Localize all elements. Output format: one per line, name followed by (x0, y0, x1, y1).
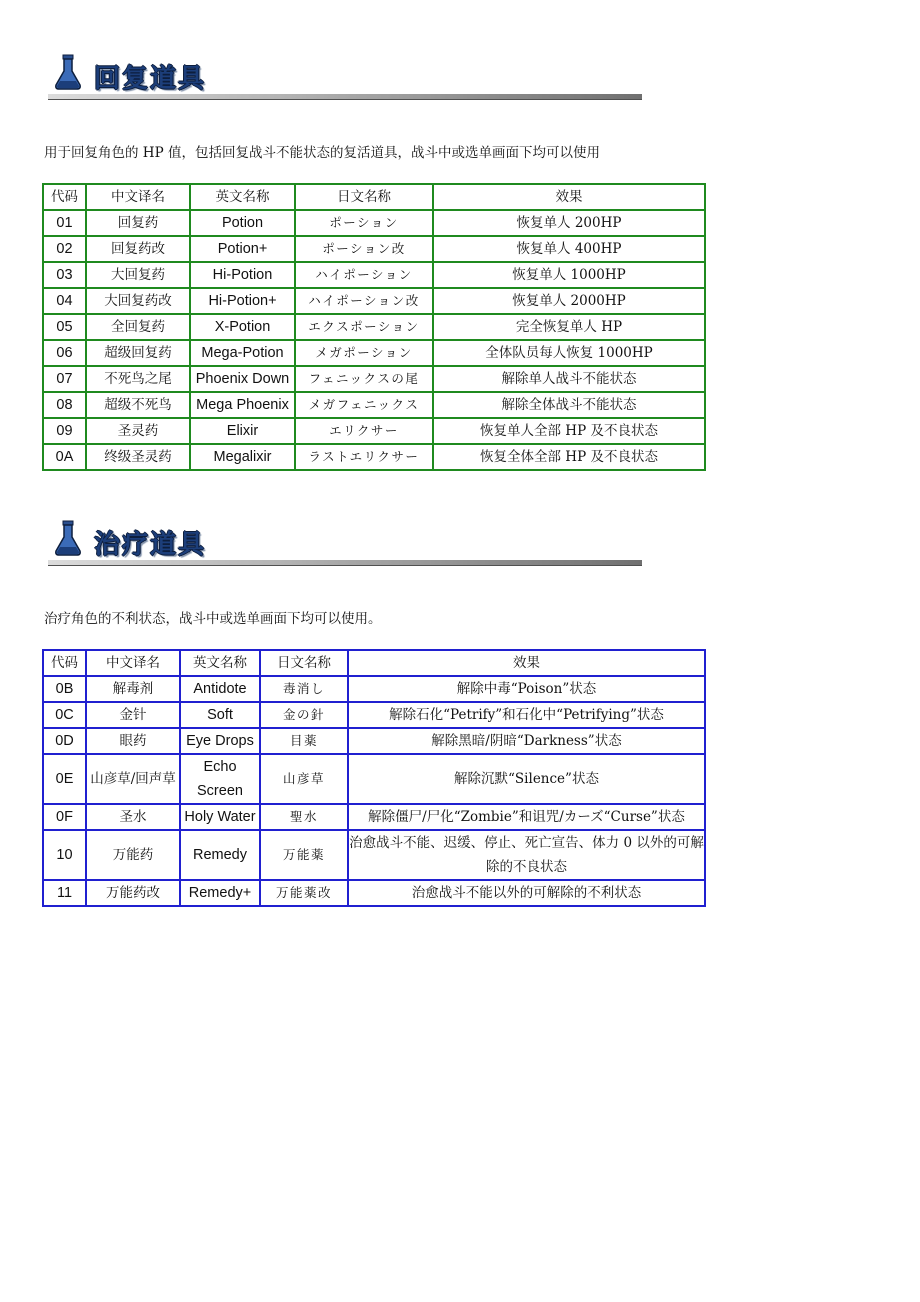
cell-chinese-name: 万能药 (86, 830, 180, 880)
cell-chinese-name: 超级回复药 (86, 340, 190, 366)
cell-japanese-name: メガポーション (295, 340, 433, 366)
cell-japanese-name: 目薬 (260, 728, 348, 754)
cell-english-name: Soft (180, 702, 260, 728)
cell-japanese-name: メガフェニックス (295, 392, 433, 418)
section-header-cure (48, 520, 642, 568)
cell-english-name: Elixir (190, 418, 295, 444)
cell-english-name: Phoenix Down (190, 366, 295, 392)
cell-effect: 解除全体战斗不能状态 (433, 392, 705, 418)
cell-effect: 解除僵尸/尸化“Zombie”和诅咒/カーズ“Curse”状态 (348, 804, 705, 830)
cell-chinese-name: 不死鸟之尾 (86, 366, 190, 392)
cell-effect: 恢复单人 200HP (433, 210, 705, 236)
table-row (43, 418, 705, 444)
table-row (43, 262, 705, 288)
cell-english-name: Echo Screen (180, 754, 260, 804)
cell-effect: 恢复全体全部 HP 及不良状态 (433, 444, 705, 470)
column-header-effect: 效果 (433, 184, 705, 210)
cell-chinese-name: 解毒剂 (86, 676, 180, 702)
cell-chinese-name: 回复药 (86, 210, 190, 236)
cell-english-name: Potion (190, 210, 295, 236)
cell-effect: 恢复单人全部 HP 及不良状态 (433, 418, 705, 444)
cell-code: 09 (43, 418, 86, 444)
cell-effect: 解除沉默“Silence”状态 (348, 754, 705, 804)
section-title: 治疗道具 (94, 530, 207, 560)
column-header-english-name: 英文名称 (180, 650, 260, 676)
cell-effect: 恢复单人 2000HP (433, 288, 705, 314)
cell-code: 0A (43, 444, 86, 470)
cell-code: 0F (43, 804, 86, 830)
table-row (43, 444, 705, 470)
section-title: 回复道具 (94, 64, 207, 94)
section-description: 用于回复角色的 HP 值，包括回复战斗不能状态的复活道具，战斗中或选单画面下均可以使用 (44, 145, 600, 161)
cell-chinese-name: 万能药改 (86, 880, 180, 906)
cell-chinese-name: 回复药改 (86, 236, 190, 262)
title-underline (48, 560, 642, 566)
cell-english-name: Megalixir (190, 444, 295, 470)
column-header-chinese-name: 中文译名 (86, 650, 180, 676)
table-row (43, 314, 705, 340)
cell-code: 10 (43, 830, 86, 880)
table-row (43, 830, 705, 880)
table-row (43, 676, 705, 702)
cell-english-name: Mega Phoenix (190, 392, 295, 418)
column-header-code: 代码 (43, 650, 86, 676)
cell-chinese-name: 山彦草/回声草 (86, 754, 180, 804)
cell-effect: 解除单人战斗不能状态 (433, 366, 705, 392)
cell-japanese-name: 金の針 (260, 702, 348, 728)
cell-japanese-name: 万能薬 (260, 830, 348, 880)
cell-english-name: Mega-Potion (190, 340, 295, 366)
cell-english-name: Hi-Potion (190, 262, 295, 288)
recovery-items-table (42, 183, 706, 471)
column-header-code: 代码 (43, 184, 86, 210)
cell-effect: 恢复单人 1000HP (433, 262, 705, 288)
cell-chinese-name: 圣水 (86, 804, 180, 830)
cell-effect: 完全恢复单人 HP (433, 314, 705, 340)
column-header-effect: 效果 (348, 650, 705, 676)
cell-chinese-name: 全回复药 (86, 314, 190, 340)
cell-code: 0D (43, 728, 86, 754)
cell-english-name: Eye Drops (180, 728, 260, 754)
cell-code: 0E (43, 754, 86, 804)
cell-code: 11 (43, 880, 86, 906)
cell-effect: 治愈战斗不能、迟缓、停止、死亡宣告、体力 0 以外的可解除的不良状态 (348, 830, 705, 880)
cell-japanese-name: 山彦草 (260, 754, 348, 804)
table-row (43, 702, 705, 728)
cell-japanese-name: エリクサー (295, 418, 433, 444)
cell-code: 02 (43, 236, 86, 262)
cell-chinese-name: 超级不死鸟 (86, 392, 190, 418)
cell-effect: 解除石化“Petrify”和石化中“Petrifying”状态 (348, 702, 705, 728)
cell-english-name: Holy Water (180, 804, 260, 830)
cell-japanese-name: フェニックスの尾 (295, 366, 433, 392)
section-header-recovery (48, 54, 642, 102)
table-row (43, 804, 705, 830)
cell-english-name: Remedy+ (180, 880, 260, 906)
cell-chinese-name: 眼药 (86, 728, 180, 754)
cell-chinese-name: 金针 (86, 702, 180, 728)
flask-icon (54, 54, 82, 90)
cell-code: 0C (43, 702, 86, 728)
cell-chinese-name: 大回复药改 (86, 288, 190, 314)
flask-icon (54, 520, 82, 556)
table-row (43, 880, 705, 906)
cell-effect: 全体队员每人恢复 1000HP (433, 340, 705, 366)
table-row (43, 236, 705, 262)
cell-japanese-name: 毒消し (260, 676, 348, 702)
cell-japanese-name: ラストエリクサー (295, 444, 433, 470)
column-header-japanese-name: 日文名称 (260, 650, 348, 676)
cell-english-name: Antidote (180, 676, 260, 702)
table-row (43, 366, 705, 392)
table-row (43, 728, 705, 754)
cell-chinese-name: 大回复药 (86, 262, 190, 288)
section-description: 治疗角色的不利状态，战斗中或选单画面下均可以使用。 (44, 611, 382, 627)
table-header-row (43, 650, 705, 676)
table-row (43, 340, 705, 366)
table-row (43, 210, 705, 236)
cell-code: 01 (43, 210, 86, 236)
cell-code: 06 (43, 340, 86, 366)
cell-effect: 恢复单人 400HP (433, 236, 705, 262)
cell-japanese-name: ハイポーション (295, 262, 433, 288)
cell-code: 08 (43, 392, 86, 418)
table-row (43, 288, 705, 314)
column-header-chinese-name: 中文译名 (86, 184, 190, 210)
table-row (43, 754, 705, 804)
cell-code: 05 (43, 314, 86, 340)
cell-english-name: Hi-Potion+ (190, 288, 295, 314)
cell-code: 04 (43, 288, 86, 314)
cell-code: 03 (43, 262, 86, 288)
cell-japanese-name: エクスポーション (295, 314, 433, 340)
cell-japanese-name: ハイポーション改 (295, 288, 433, 314)
cell-code: 07 (43, 366, 86, 392)
cell-chinese-name: 圣灵药 (86, 418, 190, 444)
cell-effect: 治愈战斗不能以外的可解除的不利状态 (348, 880, 705, 906)
table-header-row (43, 184, 705, 210)
cell-english-name: Remedy (180, 830, 260, 880)
column-header-japanese-name: 日文名称 (295, 184, 433, 210)
cure-items-table (42, 649, 706, 907)
cell-japanese-name: 万能薬改 (260, 880, 348, 906)
cell-japanese-name: 聖水 (260, 804, 348, 830)
cell-effect: 解除黑暗/阴暗“Darkness”状态 (348, 728, 705, 754)
cell-english-name: Potion+ (190, 236, 295, 262)
column-header-english-name: 英文名称 (190, 184, 295, 210)
cell-effect: 解除中毒“Poison”状态 (348, 676, 705, 702)
table-row (43, 392, 705, 418)
title-underline (48, 94, 642, 100)
cell-chinese-name: 终级圣灵药 (86, 444, 190, 470)
cell-japanese-name: ポーション改 (295, 236, 433, 262)
cell-english-name: X-Potion (190, 314, 295, 340)
cell-japanese-name: ポーション (295, 210, 433, 236)
cell-code: 0B (43, 676, 86, 702)
